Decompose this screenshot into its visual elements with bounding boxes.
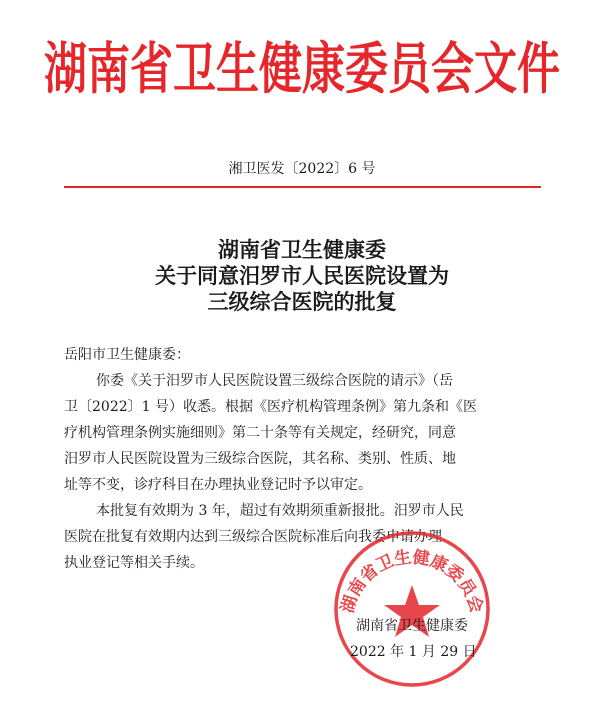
- salutation: 岳阳市卫生健康委：: [64, 347, 190, 363]
- title-line-3: 三级综合医院的批复: [207, 289, 397, 314]
- signature-org: 湖南省卫生健康委: [356, 618, 468, 634]
- body-line: 址等不变，诊疗科目在办理执业登记时予以审定。: [64, 477, 372, 493]
- official-seal-stamp: [330, 527, 494, 691]
- body-line: 卫〔2022〕1 号）收悉。根据《医疗机构管理条例》第九条和《医: [64, 399, 477, 415]
- body-line: 疗机构管理条例实施细则》第二十条等有关规定，经研究，同意: [64, 425, 456, 441]
- document-number: 湘卫医发〔2022〕6 号: [228, 161, 376, 177]
- title-line-2: 关于同意汨罗市人民医院设置为: [155, 263, 449, 288]
- svg-text:湖南省卫生健康委员会: 湖南省卫生健康委员会: [337, 547, 487, 616]
- issuer-banner: 湖南省卫生健康委员会文件: [44, 37, 560, 103]
- body-line: 本批复有效期为 3 年，超过有效期须重新报批。汨罗市人民: [96, 503, 464, 519]
- signature-date: 2022 年 1 月 29 日: [350, 644, 477, 660]
- signature-block: [350, 613, 477, 665]
- title-line-1: 湖南省卫生健康委: [218, 237, 386, 262]
- body-line: 你委《关于汨罗市人民医院设置三级综合医院的请示》（岳: [96, 373, 453, 389]
- body-line: 执业登记等相关手续。: [64, 555, 204, 571]
- body-line: 医院在批复有效期内达到三级综合医院标准后向我委申请办理: [64, 529, 442, 545]
- body-line: 汨罗市人民医院设置为三级综合医院，其名称、类别、性质、地: [64, 451, 456, 467]
- red-divider-line: [64, 186, 541, 188]
- document-title: [0, 237, 604, 315]
